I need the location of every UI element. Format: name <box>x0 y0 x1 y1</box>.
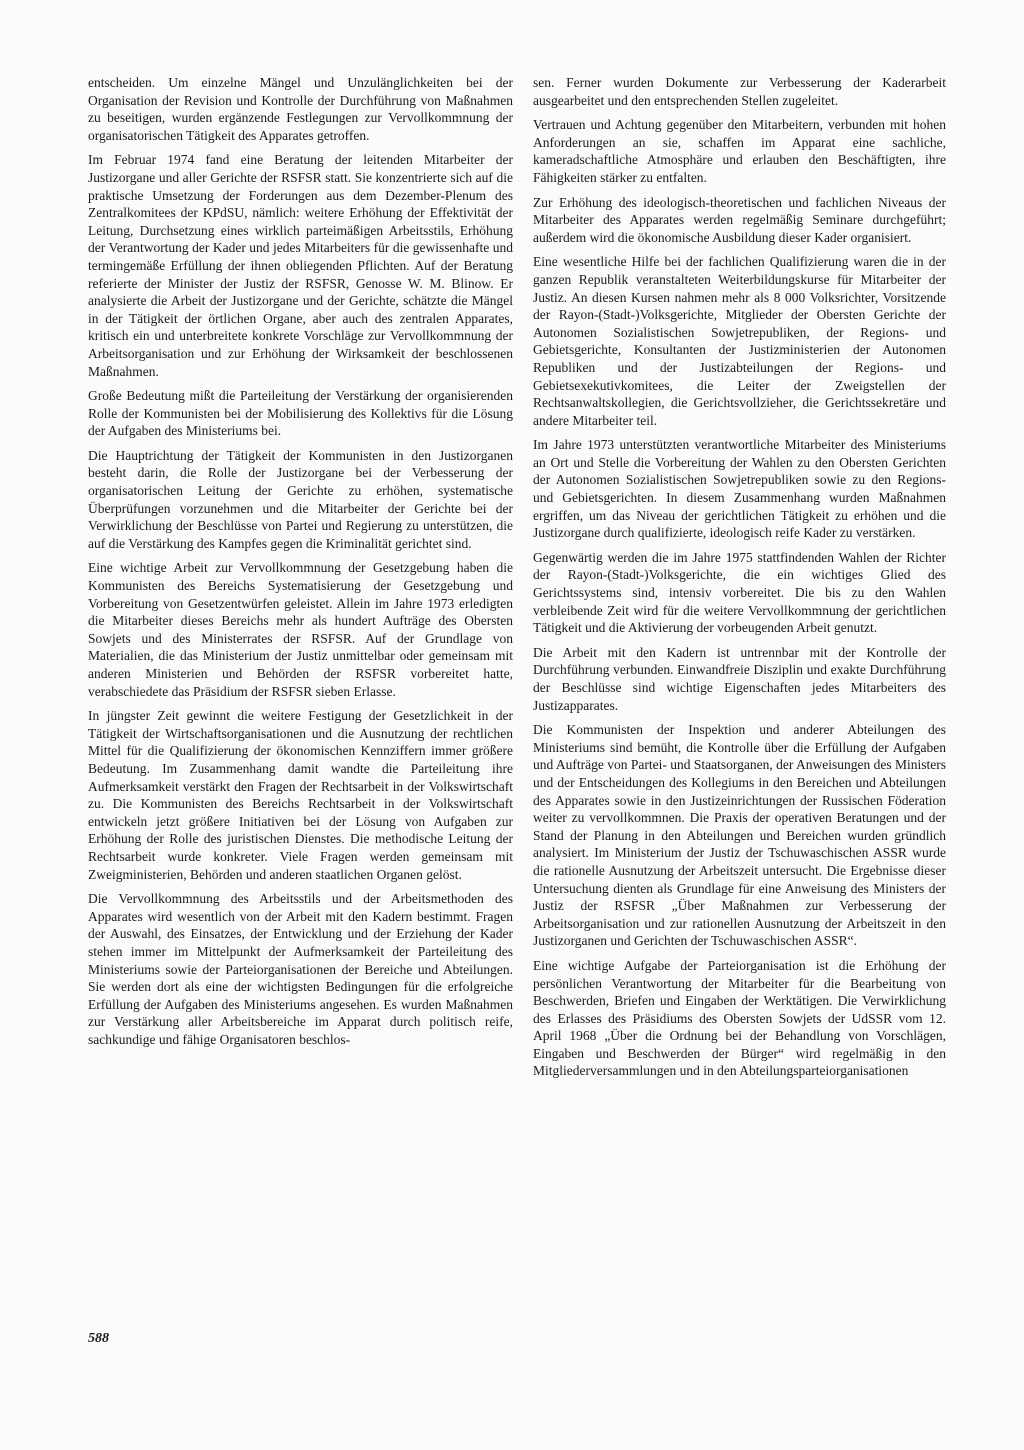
paragraph: Zur Erhöhung des ideologisch-theoretischen und fachlichen Niveaus der Mitarbeiter des Apparates werden regelmäßig Seminare durchgeführt; außerdem wird die ökonomische Ausbildung dieser Kader organisiert. <box>533 194 946 245</box>
paragraph: Eine wichtige Arbeit zur Vervollkommnung der Gesetzgebung haben die Kommunisten des Bereichs Systematisierung der Gesetzgebung und Vorbereitung von Gesetzentwürfen geleistet. Allein im Jahre 1973 erledigten die Mitarbeiter dieses Bereichs mehr als hundert Aufträge des Obersten Sowjets und des Ministerrates der RSFSR. Auf der Grundlage von Materialien, die das Ministerium der Justiz unmittelbar oder gemeinsam mit anderen Ministerien und Behörden der RSFSR vorbereitet hatte, verabschiedete das Präsidium der RSFSR sieben Erlasse. <box>88 560 513 699</box>
paragraph: Eine wesentliche Hilfe bei der fachlichen Qualifizierung waren die in der ganzen Republik veranstalteten Weiterbildungskurse für Mitarbeiter der Justiz. An diesen Kursen nahmen mehr als 8 000 Volksrichter, Vorsitzende der Rayon-(Stadt-)Volksgerichte, Mitglieder der Obersten Gerichte der Autonomen Sozialistischen Sowjetrepubliken, der Regions- und Gebietsgerichte, Konsultanten der Justizministerien der Autonomen Republiken und der Justizabteilungen der Regions- und Gebietsexekutivkomitees, die Leiter der Zweigstellen der Rechtsanwaltskollegien, die Gerichtsvollzieher, die Gerichtssekretäre und andere Mitarbeiter teil. <box>533 254 946 428</box>
paragraph: In jüngster Zeit gewinnt die weitere Festigung der Gesetzlichkeit in der Tätigkeit der Wirtschaftsorganisationen und die Ausnutzung der rechtlichen Mittel für die Qualifizierung der ökonomischen Kennziffern immer größere Bedeutung. Im Zusammenhang damit wandte die Parteileitung ihre Aufmerksamkeit verstärkt den Fragen der Rechtsarbeit in der Volkswirtschaft zu. Die Kommunisten des Bereichs Rechtsarbeit in der Volkswirtschaft entwickeln jetzt größere Initiativen bei der Lösung von Aufgaben zur Erhöhung der Rolle des juristischen Dienstes. Die methodische Leitung der Rechtsarbeit wurde konkreter. Viele Fragen werden gemeinsam mit Zweigministerien, Behörden und anderen staatlichen Organen gelöst. <box>88 708 513 882</box>
page-number: 588 <box>88 1331 109 1346</box>
paragraph: Große Bedeutung mißt die Parteileitung der Verstärkung der organisierenden Rolle der Kommunisten bei der Mobilisierung des Kollektivs für die Lösung der Aufgaben des Ministeriums bei. <box>88 388 513 439</box>
paragraph: Eine wichtige Aufgabe der Parteiorganisation ist die Erhöhung der persönlichen Verantwortung der Mitarbeiter für die Bearbeitung von Beschwerden, Briefen und Eingaben der Werktätigen. Die Verwirklichung des Erlasses des Präsidiums des Obersten Sowjets der UdSSR vom 12. April 1968 „Über die Ordnung bei der Behandlung von Vorschlägen, Eingaben und Beschwerden der Bürger“ wird regelmäßig in den Mitgliederversammlungen und in den Abteilungsparteiorganisationen <box>533 957 946 1079</box>
right-column <box>533 74 946 1087</box>
left-column <box>88 74 513 1055</box>
paragraph: sen. Ferner wurden Dokumente zur Verbesserung der Kaderarbeit ausgearbeitet und den entsprechenden Stellen zugeleitet. <box>533 75 946 108</box>
paragraph: Gegenwärtig werden die im Jahre 1975 stattfindenden Wahlen der Richter der Rayon-(Stadt-)Volksgerichte, die ein wichtiges Glied des Gerichtssystems sind, intensiv vorbereitet. Die bis zu den Wahlen verbleibende Zeit wird für die weitere Vervollkommnung der gerichtlichen Tätigkeit und die Aktivierung der vorbeugenden Arbeit genutzt. <box>533 549 946 636</box>
paragraph: Die Kommunisten der Inspektion und anderer Abteilungen des Ministeriums sind bemüht, die Kontrolle über die Erfüllung der Aufgaben und Aufträge von Partei- und Staatsorganen, der Anweisungen des Ministers und der Entscheidungen des Kollegiums in den Bereichen und Abteilungen des Apparates sowie in den Justizeinrichtungen der Russischen Föderation weiter zu vervollkommnen. Die Praxis der operativen Beratungen und der Stand der Planung in den Abteilungen und Bereichen wurden gründlich analysiert. Im Ministerium der Justiz der Tschuwaschischen ASSR wurde die rationelle Ausnutzung der Arbeitszeit untersucht. Die Ergebnisse dieser Untersuchung dienten als Grundlage für eine Anweisung des Ministers der Justiz der RSFSR „Über Maßnahmen zur Verbesserung der Arbeitsorganisation und zur rationellen Ausnutzung der Arbeitszeit in den Justizorganen und Gerichten der Tschuwaschischen ASSR“. <box>533 722 946 949</box>
paragraph: entscheiden. Um einzelne Mängel und Unzulänglichkeiten bei der Organisation der Revision und Kontrolle der Durchführung von Maßnahmen zu beseitigen, wurden ergänzende Festlegungen zur Vervollkommnung der organisatorischen Tätigkeit des Apparates getroffen. <box>88 75 513 143</box>
paragraph: Im Jahre 1973 unterstützten verantwortliche Mitarbeiter des Ministeriums an Ort und Stelle die Vorbereitung der Wahlen zu den Obersten Gerichten der Autonomen Sozialistischen Sowjetrepubliken sowie zu den Regions- und Gebietsgerichten. In diesem Zusammenhang wurden Maßnahmen ergriffen, um das Niveau der gerichtlichen Tätigkeit zu erhöhen und die Justizorgane durch qualifizierte, ideologisch reife Kader zu verstärken. <box>533 437 946 541</box>
paragraph: Im Februar 1974 fand eine Beratung der leitenden Mitarbeiter der Justizorgane und aller Gerichte der RSFSR statt. Sie konzentrierte sich auf die praktische Umsetzung der Forderungen aus dem Dezember-Plenum des Zentralkomitees der KPdSU, nämlich: weitere Erhöhung der Effektivität der Leitung, Durchsetzung eines wirklich parteimäßigen Arbeitsstils, Erhöhung der Verantwortung der Kader und jedes Mitarbeiters für die gewissenhafte und termingemäße Erfüllung der ihnen obliegenden Pflichten. Auf der Beratung referierte der Minister der Justiz der RSFSR, Genosse W. M. Blinow. Er analysierte die Arbeit der Justizorgane und der Gerichte, schätzte die Mängel in der Tätigkeit der örtlichen Organe, aber auch des zentralen Apparates, kritisch ein und unterbreitete konkrete Vorschläge zur Vervollkommnung der Arbeitsorganisation und zur Erhöhung der Wirksamkeit der beschlossenen Maßnahmen. <box>88 152 513 379</box>
paragraph: Die Hauptrichtung der Tätigkeit der Kommunisten in den Justizorganen besteht darin, die Rolle der Justizorgane bei der Verbesserung der organisatorischen Leitung der Gerichte zu erhöhen, systematische Überprüfungen vorzunehmen und die Mitarbeiter der Gerichte bei der Verwirklichung der Beschlüsse von Partei und Regierung zu unterstützen, die auf die Verstärkung des Kampfes gegen die Kriminalität gerichtet sind. <box>88 447 513 551</box>
paragraph: Die Arbeit mit den Kadern ist untrennbar mit der Kontrolle der Durchführung verbunden. Einwandfreie Disziplin und exakte Durchführung der Beschlüsse sind wichtige Eigenschaften jedes Mitarbeiters des Justizapparates. <box>533 644 946 713</box>
paragraph: Die Vervollkommnung des Arbeitsstils und der Arbeitsmethoden des Apparates wird wesentlich von der Arbeit mit den Kadern bestimmt. Fragen der Auswahl, des Einsatzes, der Entwicklung und der Erziehung der Kader stehen immer im Mittelpunkt der Aufmerksamkeit der Parteileitung des Ministeriums sowie der Parteiorganisationen der Bereiche und Abteilungen. Sie werden dort als eine der wichtigsten Bedingungen für die erfolgreiche Erfüllung der Aufgaben des Ministeriums angesehen. Es wurden Maßnahmen zur Verstärkung aller Arbeitsbereiche im Apparat durch politisch reife, sachkundige und fähige Organisatoren beschlos- <box>88 891 513 1047</box>
paragraph: Vertrauen und Achtung gegenüber den Mitarbeitern, verbunden mit hohen Anforderungen an sie, schaffen im Apparat eine sachliche, kameradschaftliche Atmosphäre und erlauben den Beschäftigten, ihre Fähigkeiten stärker zu entfalten. <box>533 117 946 185</box>
